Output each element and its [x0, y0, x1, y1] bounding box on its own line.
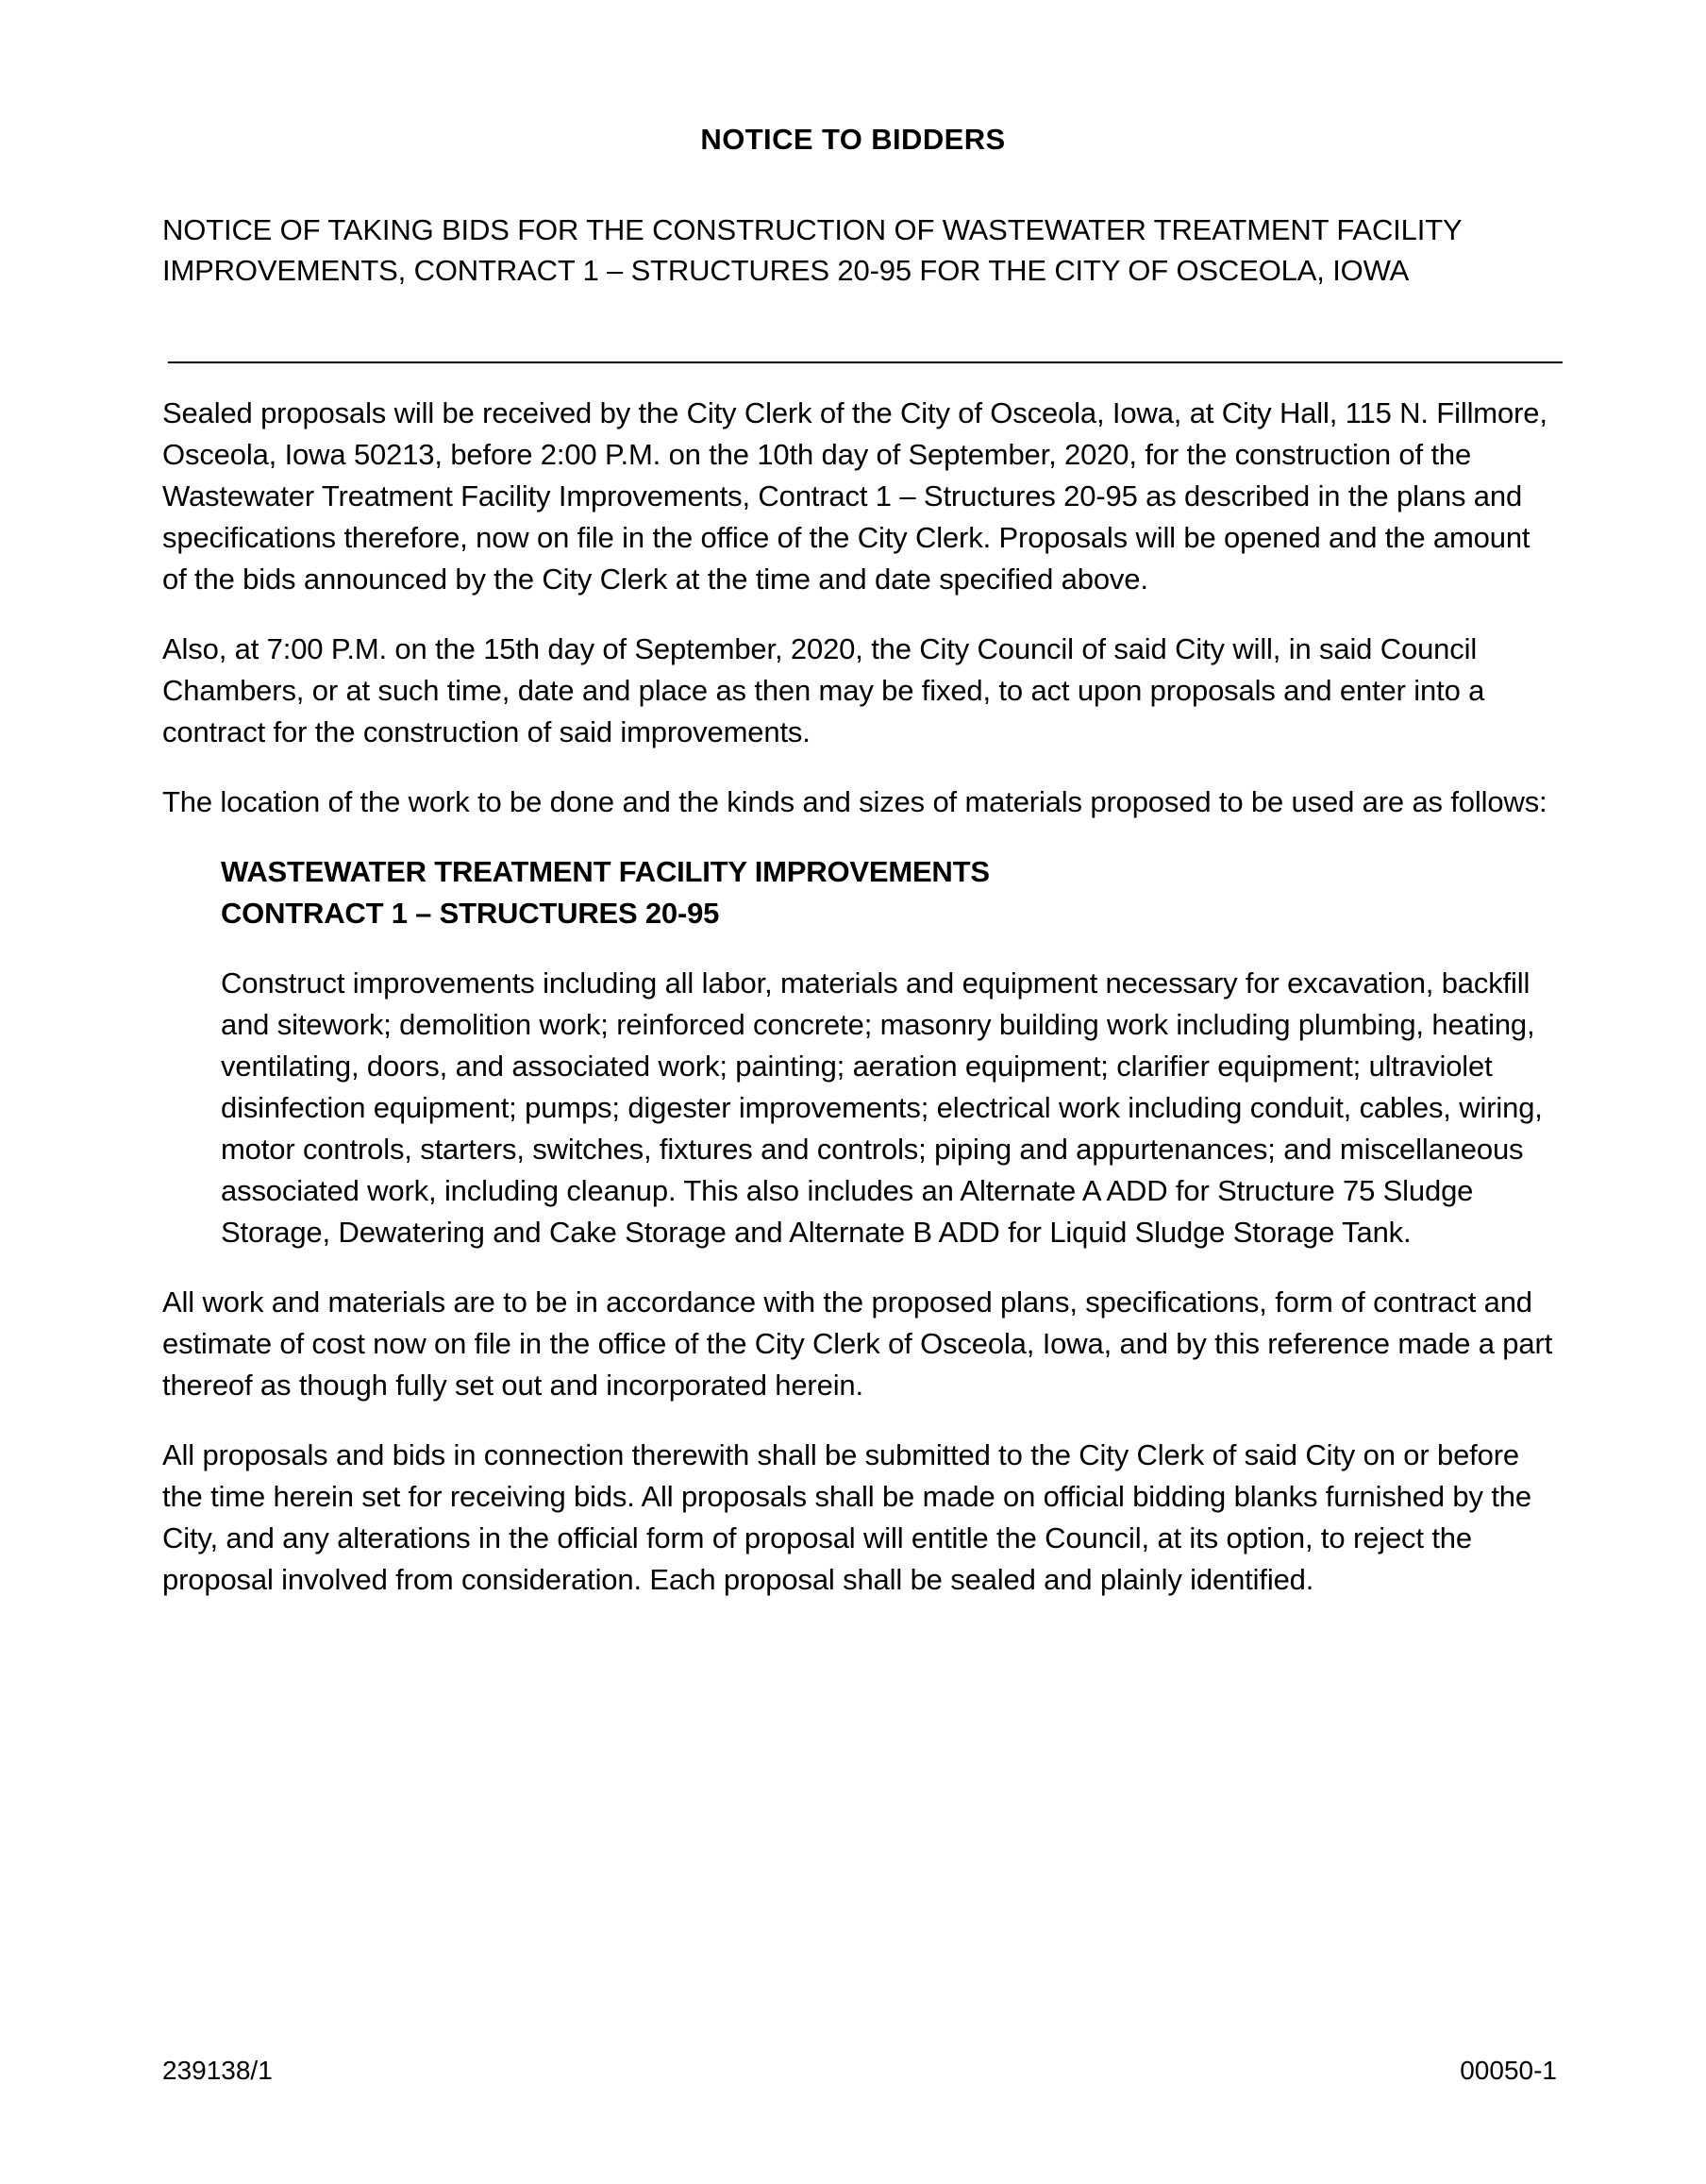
paragraph-work-location-intro: The location of the work to be done and the kinds and sizes of materials proposed to be used are as follows: — [162, 785, 1547, 818]
paragraph-proposal-submission: All proposals and bids in connection therewith shall be submitted to the City Clerk of said City on or before the time herein set for receiving bids. All proposals shall be made on official bidding blanks furnished by the City, and any alterations in the official form of proposal will entitle the Council, at its option, to reject the proposal involved from consideration. Each proposal shall be sealed and plainly identified. — [162, 1438, 1531, 1596]
footer-section-number: 00050-1 — [1460, 2056, 1557, 2085]
paragraph-sealed-proposals: Sealed proposals will be received by the City Clerk of the City of Osceola, Iowa, at City Hall, 115 N. Fillmore, Osceola, Iowa 50213, before 2:00 P.M. on the 10th day of September, 2020, for the construction of the Wastewater Treatment Facility Improvements, Contract 1 – Structures 20-95 as described in the plans and specifications therefore, now on file in the office of the City Clerk. Proposals will be opened and the amount of the bids announced by the City Clerk at the time and date specified above. — [162, 396, 1547, 596]
page-title: NOTICE TO BIDDERS — [700, 123, 1006, 156]
notice-subject-heading: NOTICE OF TAKING BIDS FOR THE CONSTRUCTION OF WASTEWATER TREATMENT FACILITY IMPROVEMENTS, CONTRACT 1 – STRUCTURES 20-95 FOR THE CITY OF OSCEOLA, IOWA — [162, 213, 1462, 287]
work-description-text: Construct improvements including all labor, materials and equipment necessary for excavation, backfill and sitework; demolition work; reinforced concrete; masonry building work including plumbing, heating, ventilating, doors, and associated work; painting; aeration equipment; clarifier equipment; ultraviolet disinfection equipment; pumps; digester improvements; electrical work including conduit, cables, wiring, motor controls, starters, switches, fixtures and controls; piping and appurtenances; and miscellaneous associated work, including cleanup. This also includes an Alternate A ADD for Structure 75 Sludge Storage, Dewatering and Cake Storage and Alternate B ADD for Liquid Sludge Storage Tank. — [221, 966, 1543, 1249]
footer-document-number: 239138/1 — [162, 2056, 273, 2085]
paragraph-council-meeting: Also, at 7:00 P.M. on the 15th day of September, 2020, the City Council of said City will, in said Council Chambers, or at such time, date and place as then may be fixed, to act upon proposals and enter into a contract for the construction of said improvements. — [162, 632, 1485, 748]
page-footer — [162, 2056, 1557, 2086]
document-body — [162, 393, 1557, 1601]
work-heading-line-2: CONTRACT 1 – STRUCTURES 20-95 — [221, 897, 720, 930]
paragraph-all-work-materials: All work and materials are to be in accordance with the proposed plans, specifications, form of contract and estimate of cost now on file in the office of the City Clerk of Osceola, Iowa, and by this reference made a part thereof as though fully set out and incorporated herein. — [162, 1285, 1553, 1402]
work-description-block — [162, 851, 1557, 1253]
work-heading-line-1: WASTEWATER TREATMENT FACILITY IMPROVEMENTS — [221, 855, 990, 888]
horizontal-rule-divider — [168, 361, 1563, 363]
